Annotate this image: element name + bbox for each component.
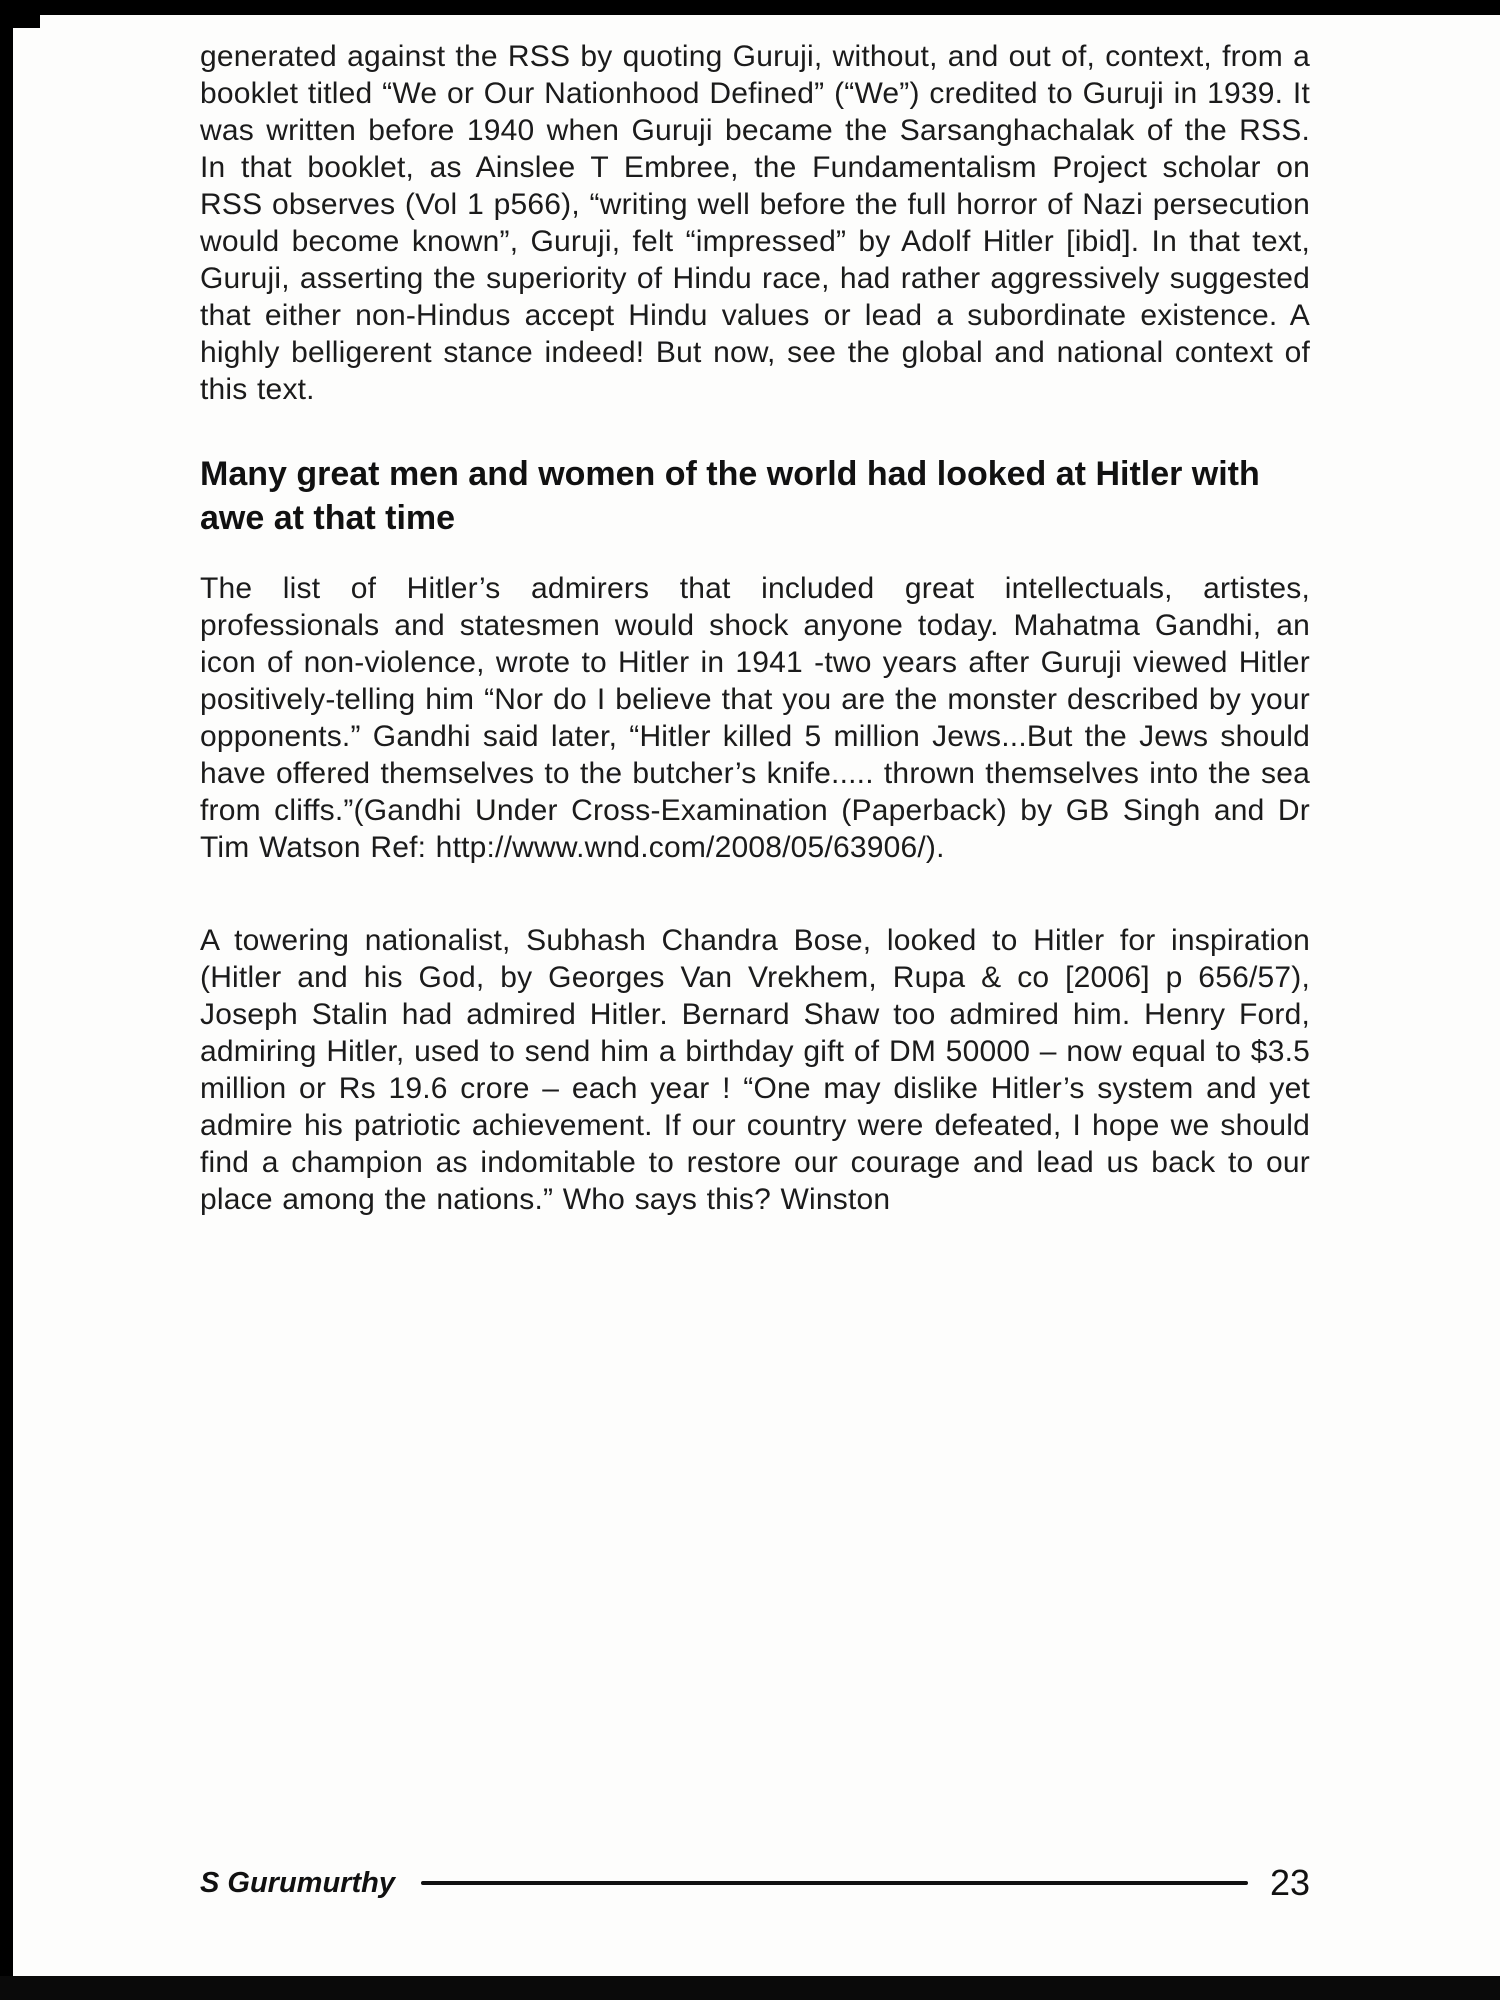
page-footer <box>200 1862 1310 1904</box>
footer-author-name: S Gurumurthy <box>200 1866 395 1899</box>
page-body <box>200 38 1310 1218</box>
section-heading-great-men: Many great men and women of the world had looked at Hitler with awe at that time <box>200 455 1260 537</box>
scan-edge-bottom <box>0 1976 1500 2000</box>
paragraph-hitler-admirers: The list of Hitler’s admirers that included great intellectuals, artistes, professionals and statesmen would shock anyone today. Mahatma Gandhi, an icon of non-violence, wrote to Hitler in 1941 -two years after Guruji viewed Hitler positively-telling him “Nor do I believe that you are the monster described by your opponents.” Gandhi said later, “Hitler killed 5 million Jews...But the Jews should have offered themselves to the butcher’s knife..... thrown themselves into the sea from cliffs.”(Gandhi Under Cross-Examination (Paperback) by GB Singh and Dr Tim Watson Ref: http://www.wnd.com/2008/05/63906/). <box>200 572 1310 864</box>
paragraph-guruji-booklet: generated against the RSS by quoting Guruji, without, and out of, context, from a booklet titled “We or Our Nationhood Defined” (“We”) credited to Guruji in 1939. It was written before 1940 when Guruji became the Sarsanghachalak of the RSS. In that booklet, as Ainslee T Embree, the Fundamentalism Project scholar on RSS observes (Vol 1 p566), “writing well before the full horror of Nazi persecution would become known”, Guruji, felt “impressed” by Adolf Hitler [ibid]. In that text, Guruji, asserting the superiority of Hindu race, had rather aggressively suggested that either non-Hindus accept Hindu values or lead a subordinate existence. A highly belligerent stance indeed! But now, see the global and national context of this text. <box>200 40 1310 406</box>
footer-page-number: 23 <box>1269 1862 1310 1903</box>
scan-edge-top <box>0 0 1500 15</box>
scan-edge-left <box>0 0 13 2000</box>
paragraph-gap <box>200 900 1310 922</box>
paragraph-nationalists: A towering nationalist, Subhash Chandra Bose, looked to Hitler for inspiration (Hitler and his God, by Georges Van Vrekhem, Rupa & co [2006] p 656/57), Joseph Stalin had admired Hitler. Bernard Shaw too admired him. Henry Ford, admiring Hitler, used to send him a birthday gift of DM 50000 – now equal to $3.5 million or Rs 19.6 crore – each year ! “One may dislike Hitler’s system and yet admire his patriotic achievement. If our country were defeated, I hope we should find a champion as indomitable to restore our courage and lead us back to our place among the nations.” Who says this? Winston <box>200 924 1310 1216</box>
footer-divider-line <box>421 1881 1248 1885</box>
